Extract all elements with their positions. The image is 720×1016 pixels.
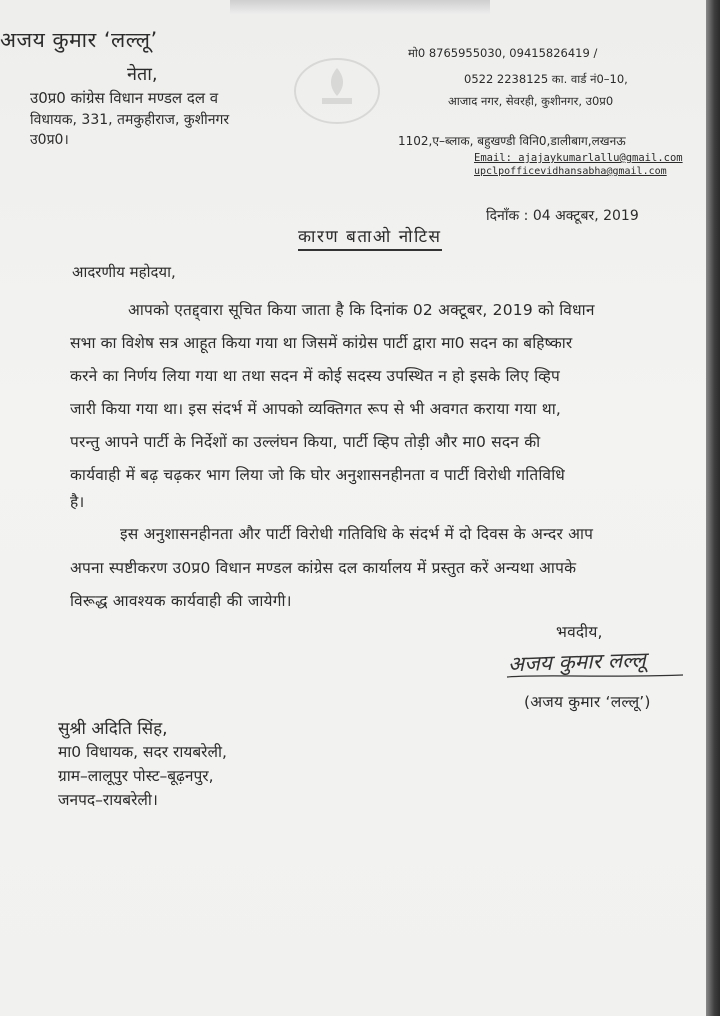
phone-mobile: मो0 8765955030, 09415826419 / — [408, 46, 598, 60]
body-line: कार्यवाही में बढ़ चढ़कर भाग लिया जो कि घोर अनुशासनहीनता व पार्टी विरोधी गतिविधि — [70, 466, 565, 484]
page-edge-shadow — [706, 0, 720, 1016]
sender-role: नेता, — [127, 64, 158, 85]
address-lucknow: 1102,ए–ब्लाक, बहुखण्डी विनि0,डालीबाग,लखनऊ — [398, 134, 626, 148]
top-paper-strip — [230, 0, 490, 14]
body-line: परन्तु आपने पार्टी के निर्देशों का उल्लंघन किया, पार्टी व्हिप तोड़ी और मा0 सदन की — [70, 433, 541, 451]
sender-state-line: उ0प्र0। — [30, 132, 69, 148]
body-line: इस अनुशासनहीनता और पार्टी विरोधी गतिविधि के संदर्भ में दो दिवस के अन्दर आप — [120, 525, 594, 543]
email-office[interactable]: upclpofficevidhansabha@gmail.com — [474, 166, 667, 177]
signer-name: (अजय कुमार ‘लल्लू’) — [524, 693, 651, 711]
sender-constituency-line: विधायक, 331, तमकुहीराज, कुशीनगर — [30, 112, 230, 128]
recipient-village: ग्राम–लालूपुर पोस्ट–बूढ़नपुर, — [58, 767, 214, 785]
salutation: आदरणीय महोदया, — [72, 263, 176, 281]
closing: भवदीय, — [556, 623, 603, 641]
party-emblem-watermark — [292, 56, 382, 126]
body-line: जारी किया गया था। इस संदर्भ में आपको व्यक्तिगत रूप से भी अवगत कराया गया था, — [70, 400, 562, 418]
body-line: विरूद्ध आवश्यक कार्यवाही की जायेगी। — [70, 592, 292, 610]
body-line: आपको एतद्द्वारा सूचित किया जाता है कि दिनांक 02 अक्टूबर, 2019 को विधान — [128, 301, 595, 319]
notice-title: कारण बताओ नोटिस — [298, 224, 442, 251]
email-primary[interactable]: Email: ajajaykumarlallu@gmail.com — [474, 152, 683, 164]
sender-designation-line: उ0प्र0 कांग्रेस विधान मण्डल दल व — [30, 89, 219, 107]
address-local: आजाद नगर, सेवरही, कुशीनगर, उ0प्र0 — [448, 94, 614, 108]
sender-name-heading: अजय कुमार ‘लल्लू’ — [0, 28, 158, 52]
letter-date: दिनाँक : 04 अक्टूबर, 2019 — [486, 208, 639, 224]
body-line: अपना स्पष्टीकरण उ0प्र0 विधान मण्डल कांग्रेस दल कार्यालय में प्रस्तुत करें अन्यथा आपके — [70, 559, 577, 577]
body-line: सभा का विशेष सत्र आहूत किया गया था जिसमें कांग्रेस पार्टी द्वारा मा0 सदन का बहिष्कार — [70, 334, 573, 352]
phone-office: 0522 2238125 का. वार्ड नं0–10, — [464, 72, 628, 86]
signature-underline — [505, 672, 685, 680]
recipient-district: जनपद–रायबरेली। — [58, 791, 158, 809]
body-line: करने का निर्णय लिया गया था तथा सदन में कोई सदस्य उपस्थित न हो इसके लिए व्हिप — [70, 367, 561, 385]
recipient-designation: मा0 विधायक, सदर रायबरेली, — [58, 743, 227, 761]
body-line: है। — [70, 493, 85, 511]
recipient-name: सुश्री अदिति सिंह, — [58, 719, 168, 739]
handwritten-signature: अजय कुमार लल्लू — [507, 647, 647, 677]
